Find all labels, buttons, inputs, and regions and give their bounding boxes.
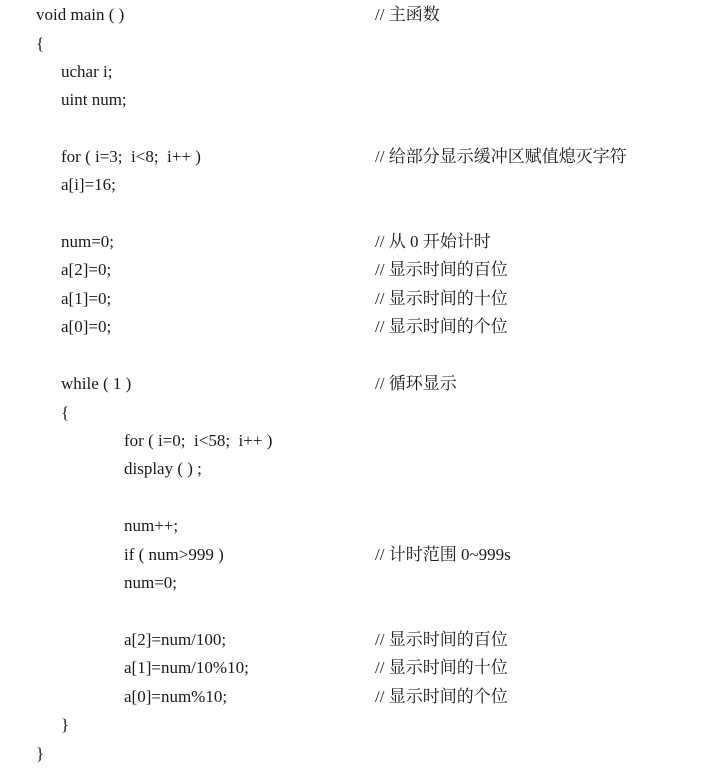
code-line: { bbox=[36, 34, 45, 53]
code-line: { bbox=[61, 403, 70, 422]
code-line: a[2]=num/100; bbox=[124, 630, 227, 649]
code-line: } bbox=[36, 744, 45, 763]
code-line: a[1]=0; bbox=[61, 289, 112, 308]
code-comment: // 显示时间的十位 bbox=[375, 289, 508, 308]
code-line: num++; bbox=[124, 516, 179, 535]
code-comment: // 主函数 bbox=[375, 5, 440, 24]
code-comment: // 显示时间的个位 bbox=[375, 687, 508, 706]
code-line: uint num; bbox=[61, 90, 127, 109]
code-line: for ( i=3; i<8; i++ ) bbox=[61, 147, 201, 166]
code-line: a[0]=num%10; bbox=[124, 687, 228, 706]
code-line: void main ( ) bbox=[36, 5, 125, 24]
code-comment: // 计时范围 0~999s bbox=[375, 545, 511, 564]
code-line: num=0; bbox=[61, 232, 115, 251]
code-line: for ( i=0; i<58; i++ ) bbox=[124, 431, 273, 450]
code-comment: // 显示时间的个位 bbox=[375, 317, 508, 336]
code-line: display ( ) ; bbox=[124, 459, 202, 478]
code-line: a[i]=16; bbox=[61, 175, 116, 194]
code-line: a[0]=0; bbox=[61, 317, 112, 336]
code-comment: // 显示时间的百位 bbox=[375, 260, 508, 279]
code-comment: // 显示时间的百位 bbox=[375, 630, 508, 649]
code-line: if ( num>999 ) bbox=[124, 545, 224, 564]
code-comment: // 显示时间的十位 bbox=[375, 658, 508, 677]
code-line: a[1]=num/10%10; bbox=[124, 658, 249, 677]
code-line: num=0; bbox=[124, 573, 178, 592]
code-line: } bbox=[61, 715, 70, 734]
code-line: while ( 1 ) bbox=[61, 374, 132, 393]
code-line: uchar i; bbox=[61, 62, 113, 81]
code-line: a[2]=0; bbox=[61, 260, 112, 279]
code-comment: // 从 0 开始计时 bbox=[375, 232, 491, 251]
code-comment: // 给部分显示缓冲区赋值熄灭字符 bbox=[375, 147, 627, 166]
code-comment: // 循环显示 bbox=[375, 374, 457, 393]
